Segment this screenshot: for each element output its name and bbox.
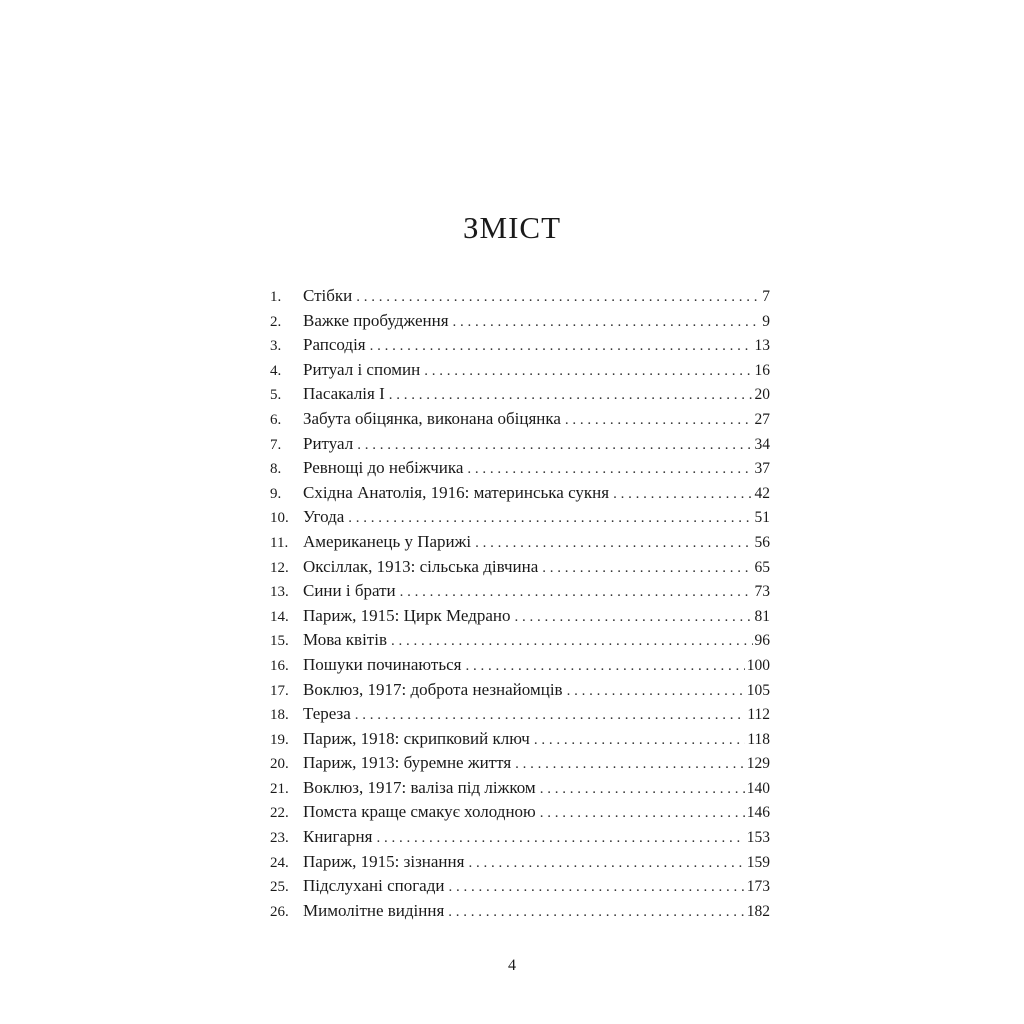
entry-number: 3. <box>270 338 282 355</box>
dot-leader <box>468 851 744 876</box>
entry-title: Ритуал і спомин <box>303 359 421 379</box>
entry-title: Угода <box>303 507 345 527</box>
entry-title: Підслухані спогади <box>303 876 445 896</box>
dot-leader <box>540 801 745 826</box>
entry-title: Париж, 1915: Цирк Медрано <box>303 605 511 625</box>
entry-title: Стібки <box>303 286 353 305</box>
toc-entry <box>270 899 770 924</box>
entry-page-number: 182 <box>746 902 770 920</box>
page-title: ЗМІСТ <box>462 210 562 245</box>
entry-number: 20. <box>270 756 289 773</box>
entry-page-number: 51 <box>754 509 770 527</box>
entry-number: 7. <box>270 436 282 453</box>
toc-entry <box>270 481 770 506</box>
entry-page-number: 105 <box>746 681 770 699</box>
entry-page-number: 7 <box>762 288 770 305</box>
dot-leader <box>356 285 760 310</box>
page-number: 4 <box>508 957 516 974</box>
toc-entry <box>270 358 770 383</box>
entry-number: 19. <box>270 731 289 748</box>
entry-number: 11. <box>270 534 289 551</box>
entry-title: Париж, 1918: скрипковий ключ <box>303 728 530 748</box>
entry-number: 4. <box>270 362 282 379</box>
entry-number: 21. <box>270 780 289 797</box>
entry-number: 1. <box>270 289 282 305</box>
entry-page-number: 146 <box>746 804 770 822</box>
entry-title: Ритуал <box>303 433 354 453</box>
toc-entry <box>270 555 770 580</box>
entry-number: 5. <box>270 387 282 404</box>
dot-leader <box>515 605 753 630</box>
entry-page-number: 73 <box>754 583 770 601</box>
entry-number: 8. <box>270 461 282 478</box>
entry-page-number: 96 <box>754 632 770 650</box>
entry-title: Сини і брати <box>303 581 396 601</box>
toc-entry <box>270 874 770 899</box>
toc-entry <box>270 850 770 875</box>
toc-entry <box>270 628 770 653</box>
dot-leader <box>448 900 744 925</box>
toc-entry <box>270 653 770 678</box>
entry-page-number: 100 <box>746 656 770 674</box>
entry-title: Мова квітів <box>303 630 387 650</box>
dot-leader <box>534 728 745 753</box>
entry-title: Помста краще смакує холодною <box>303 802 536 822</box>
entry-page-number: 34 <box>754 435 770 453</box>
entry-page-number: 81 <box>754 607 770 625</box>
dot-leader <box>475 531 752 556</box>
dot-leader <box>424 359 752 384</box>
entry-number: 14. <box>270 608 289 625</box>
entry-page-number: 13 <box>754 337 770 355</box>
toc-entry <box>270 382 770 407</box>
entry-number: 13. <box>270 584 289 601</box>
entry-page-number: 37 <box>754 460 770 478</box>
entry-number: 26. <box>270 903 289 920</box>
entry-title: Париж, 1915: зізнання <box>303 851 465 871</box>
dot-leader <box>355 703 746 728</box>
entry-title: Важке пробудження <box>303 310 449 330</box>
toc-entry <box>270 800 770 825</box>
toc-entry <box>270 407 770 432</box>
entry-page-number: 9 <box>762 312 770 330</box>
entry-number: 6. <box>270 411 282 428</box>
dot-leader <box>348 506 752 531</box>
entry-title: Воклюз, 1917: валіза під ліжком <box>303 777 536 797</box>
toc-entry <box>270 579 770 604</box>
entry-page-number: 153 <box>746 829 770 847</box>
entry-title: Рапсодія <box>303 335 366 355</box>
toc-entry <box>270 309 770 334</box>
toc-entry <box>270 727 770 752</box>
entry-title: Оксіллак, 1913: сільська дівчина <box>303 556 539 576</box>
entry-number: 17. <box>270 682 289 699</box>
entry-title: Ревнощі до небіжчика <box>303 458 464 478</box>
toc-entry <box>270 530 770 555</box>
toc-entry <box>270 702 770 727</box>
entry-page-number: 27 <box>754 410 770 428</box>
toc-entry <box>270 284 770 309</box>
entry-title: Пасакалія I <box>303 384 385 404</box>
entry-page-number: 118 <box>747 730 770 748</box>
entry-number: 9. <box>270 485 282 502</box>
entry-number: 22. <box>270 805 289 822</box>
entry-title: Книгарня <box>303 827 373 847</box>
dot-leader <box>565 408 753 433</box>
entry-number: 2. <box>270 313 282 330</box>
dot-leader <box>370 334 753 359</box>
dot-leader <box>515 752 745 777</box>
entry-title: Східна Анатолія, 1916: материнська сукня <box>303 482 610 502</box>
entry-title: Пошуки починаються <box>303 654 462 674</box>
entry-number: 25. <box>270 879 289 896</box>
entry-number: 18. <box>270 707 289 724</box>
entry-number: 10. <box>270 510 289 527</box>
dot-leader <box>448 875 744 900</box>
dot-leader <box>376 826 744 851</box>
entry-page-number: 16 <box>754 361 770 379</box>
dot-leader <box>391 629 753 654</box>
toc-entry <box>270 751 770 776</box>
entry-number: 24. <box>270 854 289 871</box>
dot-leader <box>357 433 752 458</box>
toc-entry <box>270 604 770 629</box>
dot-leader <box>467 457 752 482</box>
toc-entry <box>270 432 770 457</box>
entry-title: Париж, 1913: буремне життя <box>303 753 512 773</box>
toc-entry <box>270 505 770 530</box>
entry-page-number: 42 <box>754 484 770 502</box>
entry-page-number: 20 <box>754 386 770 404</box>
dot-leader <box>542 556 752 581</box>
entry-page-number: 159 <box>746 853 770 871</box>
table-of-contents <box>270 284 770 923</box>
dot-leader <box>389 383 753 408</box>
entry-page-number: 112 <box>747 706 770 724</box>
dot-leader <box>567 679 745 704</box>
toc-entry <box>270 825 770 850</box>
entry-number: 23. <box>270 830 289 847</box>
dot-leader <box>453 310 761 335</box>
toc-entry <box>270 456 770 481</box>
entry-page-number: 140 <box>746 779 770 797</box>
dot-leader <box>540 777 745 802</box>
entry-number: 12. <box>270 559 289 576</box>
dot-leader <box>613 482 752 507</box>
entry-page-number: 129 <box>746 755 770 773</box>
entry-page-number: 65 <box>754 558 770 576</box>
entry-title: Американець у Парижі <box>303 531 472 551</box>
toc-entry <box>270 776 770 801</box>
entry-title: Воклюз, 1917: доброта незнайомців <box>303 679 563 699</box>
dot-leader <box>465 654 744 679</box>
toc-entry <box>270 333 770 358</box>
toc-entry <box>270 678 770 703</box>
entry-page-number: 173 <box>746 878 770 896</box>
entry-title: Тереза <box>303 704 351 724</box>
entry-page-number: 56 <box>754 533 770 551</box>
entry-number: 15. <box>270 633 289 650</box>
entry-title: Мимолітне видіння <box>303 900 445 920</box>
entry-title: Забута обіцянка, виконана обіцянка <box>303 408 561 428</box>
dot-leader <box>400 580 753 605</box>
entry-number: 16. <box>270 657 289 674</box>
